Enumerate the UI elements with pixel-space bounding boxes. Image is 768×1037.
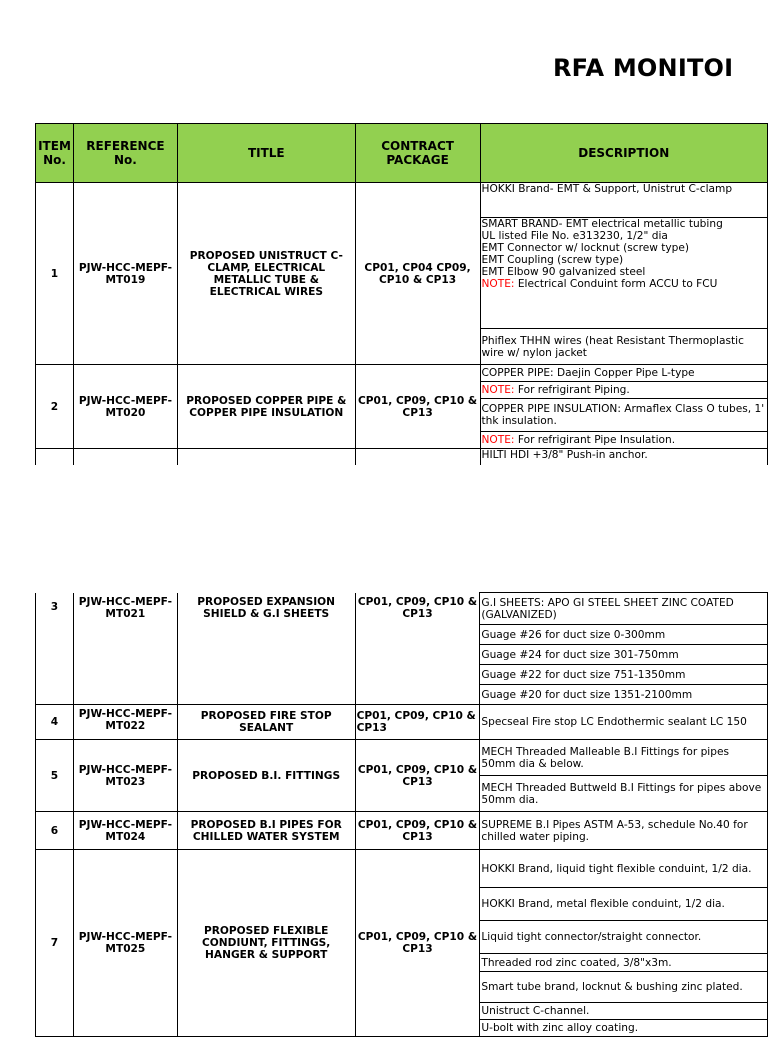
description-cell xyxy=(480,1020,768,1037)
description-line: Smart tube brand, locknut & bushing zinc plated. xyxy=(481,981,743,993)
table-row xyxy=(36,850,768,888)
description-cell xyxy=(480,432,768,449)
reference-no: PJW-HCC-MEPF-MT022 xyxy=(73,705,177,740)
row-title: PROPOSED FIRE STOP SEALANT xyxy=(177,705,355,740)
header-contract: CONTRACT PACKAGE xyxy=(355,124,480,183)
header-item: ITEM No. xyxy=(36,124,74,183)
reference-no: PJW-HCC-MEPF-MT024 xyxy=(73,812,177,850)
row-title: PROPOSED EXPANSION SHIELD & G.I SHEETS xyxy=(177,593,355,705)
table-row xyxy=(36,705,768,740)
description-line: EMT Elbow 90 galvanized steel xyxy=(481,266,646,278)
note-text: For refrigirant Piping. xyxy=(514,384,630,396)
table-row xyxy=(36,449,768,465)
table-row xyxy=(36,365,768,382)
description-cell xyxy=(480,888,768,921)
description-cell xyxy=(480,850,768,888)
note-label: NOTE: xyxy=(481,278,515,290)
description-line: HOKKI Brand, liquid tight flexible conduint, 1/2 dia. xyxy=(481,862,752,875)
item-no: 6 xyxy=(36,812,74,850)
header-title: TITLE xyxy=(177,124,355,183)
page-title: RFA MONITOI xyxy=(553,54,734,82)
row-title: PROPOSED B.I PIPES FOR CHILLED WATER SYSTEM xyxy=(177,812,355,850)
description-cell xyxy=(480,593,768,625)
description-cell xyxy=(480,921,768,954)
contract-package: CP01, CP09, CP10 & CP13 xyxy=(355,812,480,850)
item-no: 2 xyxy=(36,365,74,449)
description-cell xyxy=(480,812,768,850)
empty-cell xyxy=(355,449,480,465)
description-cell xyxy=(480,183,768,218)
description-cell xyxy=(480,972,768,1003)
description-line: UL listed File No. e313230, 1/2" dia xyxy=(481,230,668,242)
description-line: HILTI HDI +3/8" Push-in anchor. xyxy=(481,449,648,461)
description-line: Unistruct C-channel. xyxy=(481,1005,590,1017)
row-title: PROPOSED B.I. FITTINGS xyxy=(177,740,355,812)
description-line: HOKKI Brand- EMT & Support, Unistrut C-clamp xyxy=(481,183,733,195)
description-cell xyxy=(480,382,768,399)
description-line: Guage #24 for duct size 301-750mm xyxy=(481,648,679,661)
header-description: DESCRIPTION xyxy=(480,124,768,183)
reference-no: PJW-HCC-MEPF-MT025 xyxy=(73,850,177,1037)
description-line: Guage #22 for duct size 751-1350mm xyxy=(481,668,686,681)
description-line: Threaded rod zinc coated, 3/8"x3m. xyxy=(481,956,672,969)
contract-package: CP01, CP04 CP09, CP10 & CP13 xyxy=(355,183,480,365)
item-no: 7 xyxy=(36,850,74,1037)
empty-cell xyxy=(36,449,74,465)
reference-no: PJW-HCC-MEPF-MT023 xyxy=(73,740,177,812)
note-label: NOTE: xyxy=(481,434,515,446)
contract-package: CP01, CP09, CP10 & CP13 xyxy=(355,850,480,1037)
description-line: Guage #20 for duct size 1351-2100mm xyxy=(481,688,693,701)
item-no: 1 xyxy=(36,183,74,365)
description-line: U-bolt with zinc alloy coating. xyxy=(481,1022,639,1034)
description-line: Liquid tight connector/straight connector. xyxy=(481,931,702,943)
table-header-row xyxy=(36,124,768,183)
note-text: For refrigirant Pipe Insulation. xyxy=(514,434,676,446)
contract-package: CP01, CP09, CP10 & CP13 xyxy=(355,705,480,740)
description-line: Phiflex THHN wires (heat Resistant Thermoplastic wire w/ nylon jacket xyxy=(481,334,744,359)
row-title: PROPOSED COPPER PIPE & COPPER PIPE INSULATION xyxy=(177,365,355,449)
description-cell xyxy=(480,218,768,329)
description-cell xyxy=(480,625,768,645)
empty-cell xyxy=(73,449,177,465)
reference-no: PJW-HCC-MEPF-MT019 xyxy=(73,183,177,365)
description-line: MECH Threaded Malleable B.I Fittings for pipes 50mm dia & below. xyxy=(481,745,730,770)
description-cell xyxy=(480,705,768,740)
reference-no: PJW-HCC-MEPF-MT020 xyxy=(73,365,177,449)
item-no: 3 xyxy=(36,593,74,705)
contract-package: CP01, CP09, CP10 & CP13 xyxy=(355,593,480,705)
item-no: 4 xyxy=(36,705,74,740)
note-text: Electrical Conduint form ACCU to FCU xyxy=(514,278,718,290)
row-title: PROPOSED FLEXIBLE CONDIUNT, FITTINGS, HANGER & SUPPORT xyxy=(177,850,355,1037)
description-cell xyxy=(480,645,768,665)
description-cell xyxy=(480,449,768,465)
description-line: SUPREME B.I Pipes ASTM A-53, schedule No.40 for chilled water piping. xyxy=(481,818,748,843)
description-line: G.I SHEETS: APO GI STEEL SHEET ZINC COATED (GALVANIZED) xyxy=(481,596,734,621)
description-cell xyxy=(480,665,768,685)
description-line xyxy=(482,278,767,290)
contract-package: CP01, CP09, CP10 & CP13 xyxy=(355,365,480,449)
table-row xyxy=(36,593,768,625)
description-line: EMT Coupling (screw type) xyxy=(481,254,624,266)
description-line: SMART BRAND- EMT electrical metallic tubing xyxy=(481,218,723,230)
table-row xyxy=(36,183,768,218)
note-label: NOTE: xyxy=(481,384,515,396)
contract-package: CP01, CP09, CP10 & CP13 xyxy=(355,740,480,812)
rfa-table-top xyxy=(35,123,768,465)
description-cell xyxy=(480,365,768,382)
row-title: PROPOSED UNISTRUCT C-CLAMP, ELECTRICAL METALLIC TUBE & ELECTRICAL WIRES xyxy=(177,183,355,365)
description-line: COPPER PIPE INSULATION: Armaflex Class O tubes, 1' thk insulation. xyxy=(481,403,765,427)
description-cell xyxy=(480,740,768,776)
description-line: EMT Connector w/ locknut (screw type) xyxy=(481,242,690,254)
description-cell xyxy=(480,399,768,432)
description-cell xyxy=(480,1003,768,1020)
table-row xyxy=(36,740,768,776)
description-line: Specseal Fire stop LC Endothermic sealant LC 150 xyxy=(481,716,747,728)
reference-no: PJW-HCC-MEPF-MT021 xyxy=(73,593,177,705)
description-cell xyxy=(480,954,768,972)
table-row xyxy=(36,812,768,850)
description-cell xyxy=(480,685,768,705)
description-line: COPPER PIPE: Daejin Copper Pipe L-type xyxy=(481,367,695,379)
empty-cell xyxy=(177,449,355,465)
header-reference: REFERENCE No. xyxy=(73,124,177,183)
description-line: MECH Threaded Buttweld B.I Fittings for pipes above 50mm dia. xyxy=(481,781,762,806)
item-no: 5 xyxy=(36,740,74,812)
rfa-table-bottom xyxy=(35,592,768,1037)
description-cell xyxy=(480,776,768,812)
description-cell xyxy=(480,329,768,365)
description-line: HOKKI Brand, metal flexible conduint, 1/2 dia. xyxy=(481,898,725,910)
description-line: Guage #26 for duct size 0-300mm xyxy=(481,628,666,641)
